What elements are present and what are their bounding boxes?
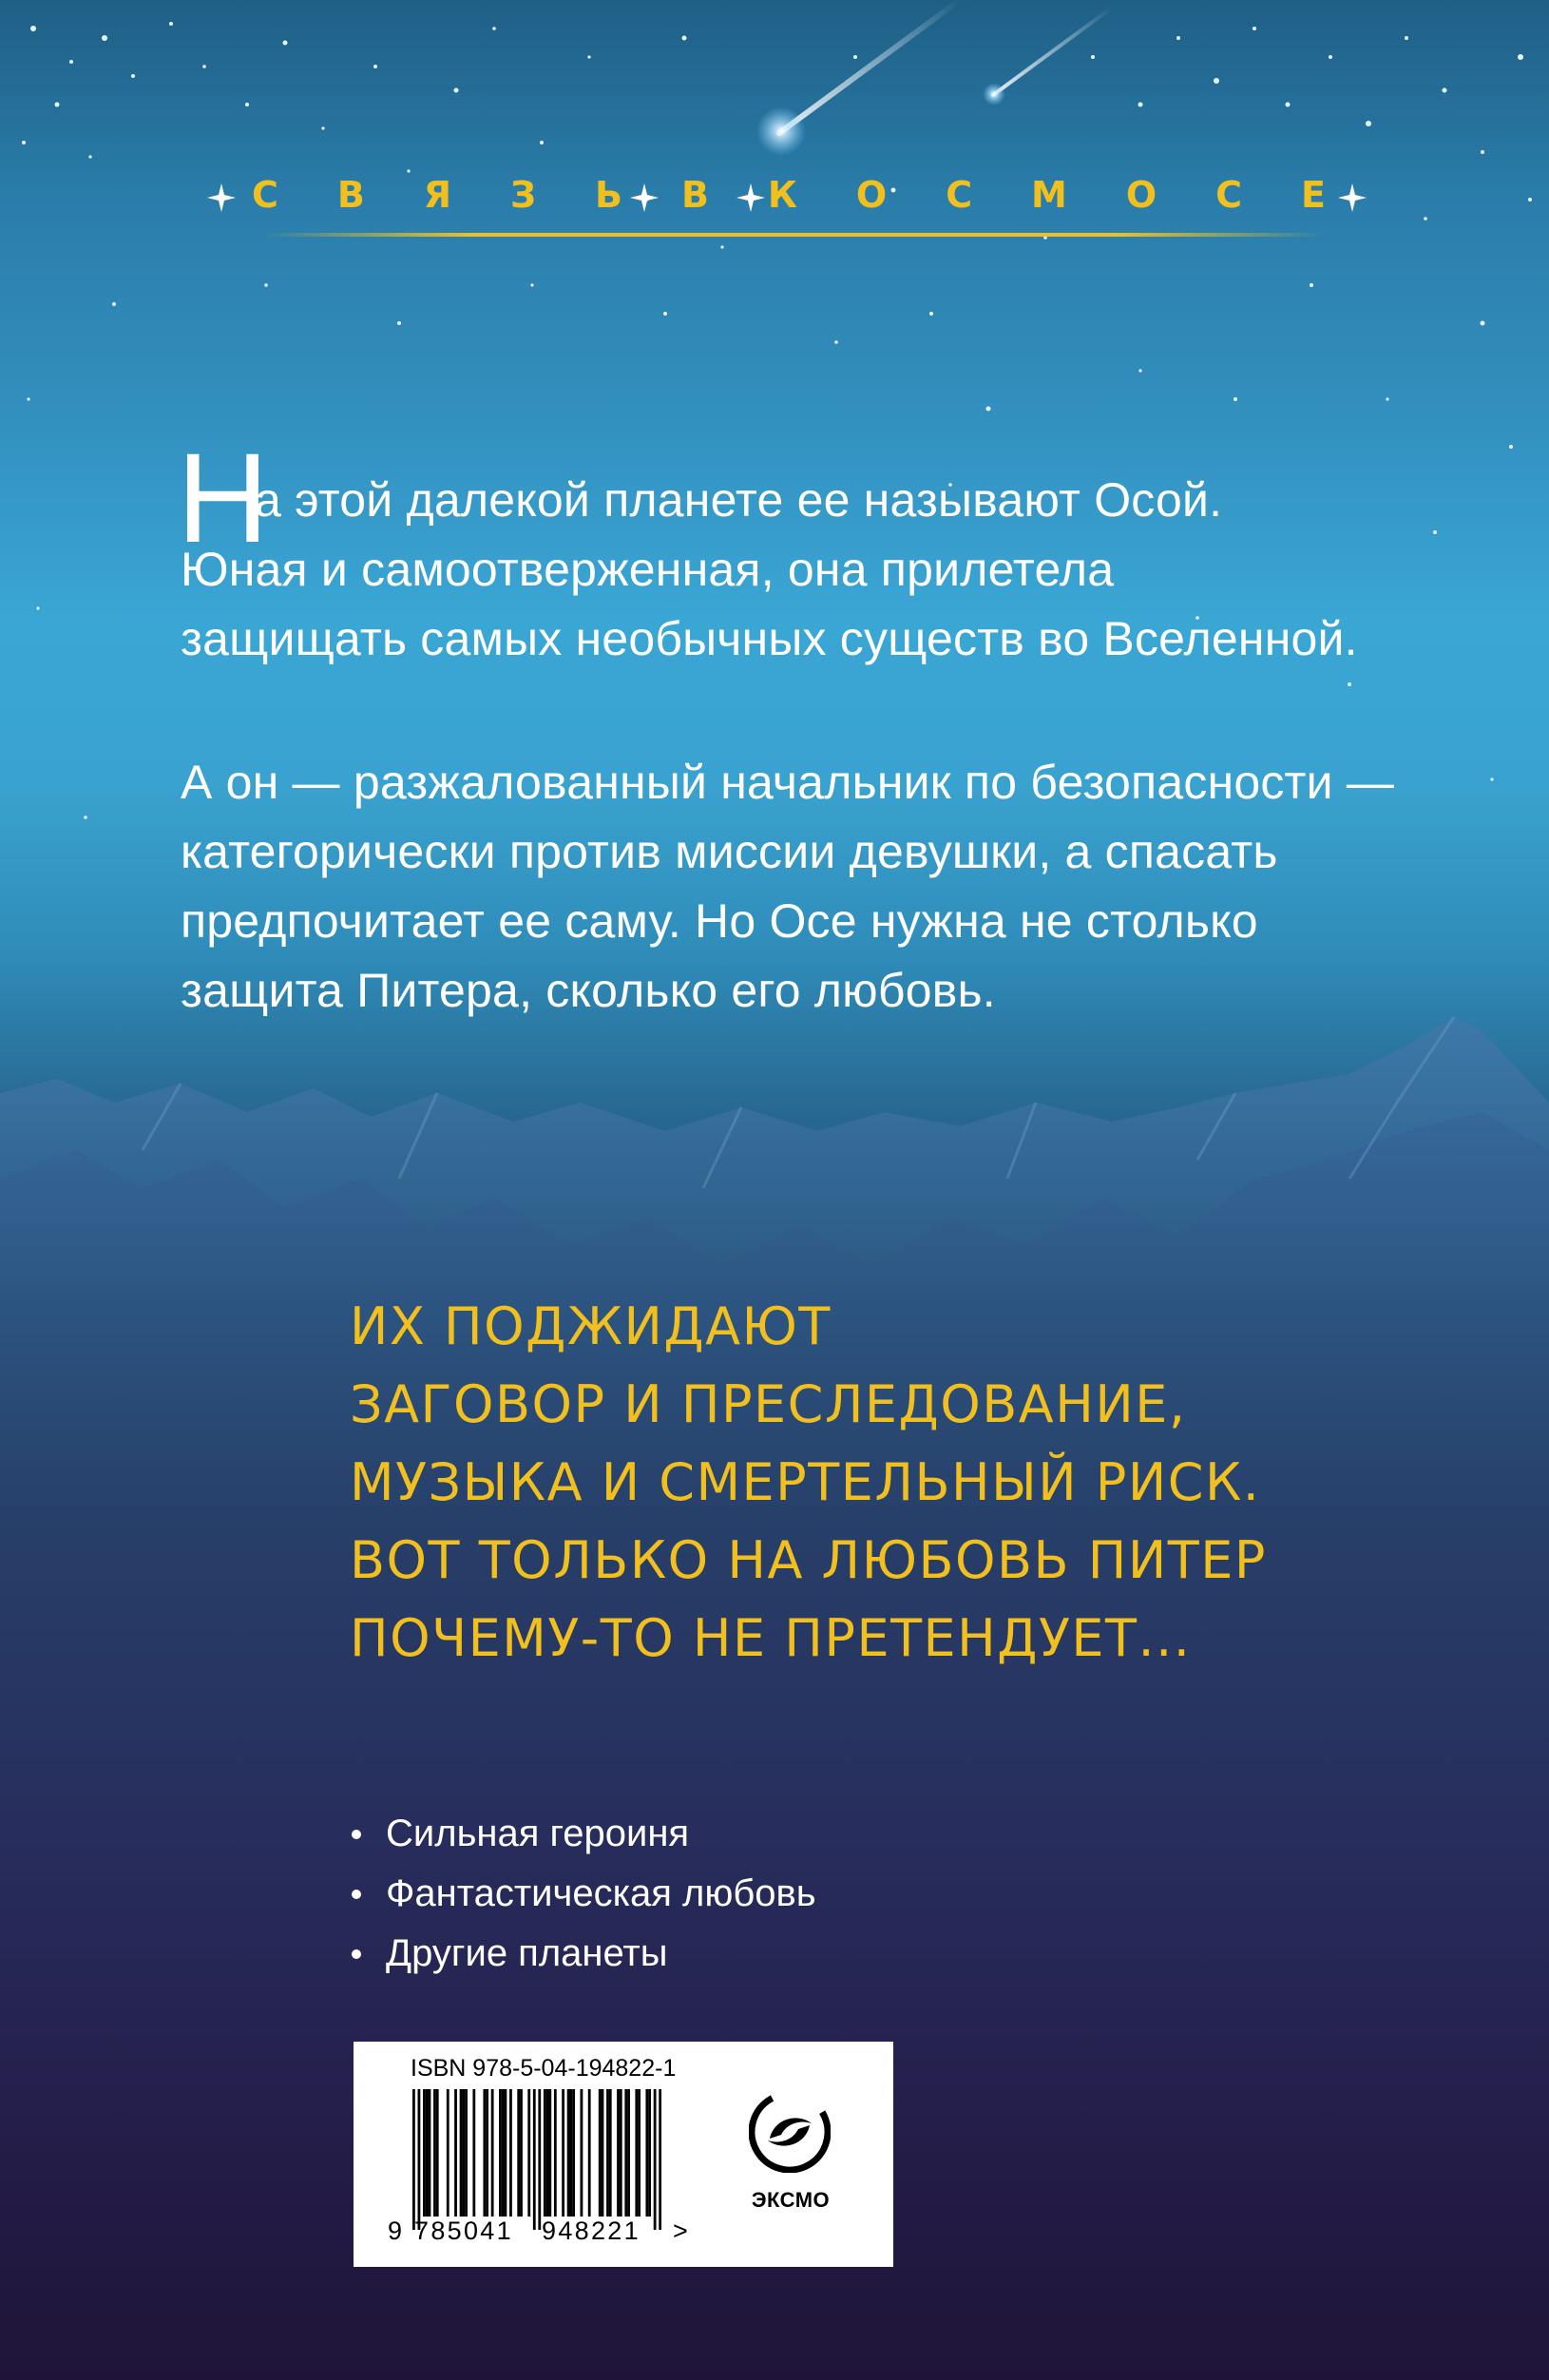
isbn-label: ISBN 978-5-04-194822-1	[411, 2055, 677, 2082]
feature-item: Другие планеты	[352, 1924, 816, 1984]
description-paragraph-2	[181, 748, 1416, 1026]
barcode-bar	[638, 2089, 641, 2217]
sparkle-icon	[1336, 182, 1368, 214]
barcode-bar	[635, 2089, 638, 2217]
series-letter: С	[252, 174, 278, 216]
barcode-bar	[572, 2089, 575, 2217]
barcode-bar	[548, 2089, 551, 2217]
sparkle-icon	[628, 182, 660, 214]
barcode-bar	[423, 2089, 426, 2217]
barcode-digit-group: 948221	[542, 2217, 641, 2245]
series-title	[181, 166, 1397, 233]
series-letter: К	[767, 174, 797, 216]
barcode-bar	[606, 2089, 609, 2217]
barcode-bar	[602, 2089, 604, 2217]
series-letter: М	[1031, 174, 1067, 216]
barcode-digit-lead: 9	[388, 2217, 403, 2245]
barcode-bar	[454, 2089, 457, 2217]
barcode-bar	[624, 2089, 627, 2217]
barcode-digit-tail: >	[673, 2217, 688, 2245]
barcode-digit-group: 785041	[414, 2217, 513, 2245]
barcode-graphic	[412, 2089, 661, 2230]
barcode-bar	[581, 2089, 583, 2217]
feature-item: Сильная героиня	[352, 1804, 816, 1864]
barcode-bar	[509, 2089, 512, 2217]
description-line: защищать самых необычных существ во Вселенной.	[181, 612, 1358, 665]
series-title-text	[252, 166, 1326, 223]
series-letter: С	[946, 174, 973, 216]
barcode-bar	[429, 2089, 431, 2217]
barcode-bar	[599, 2089, 602, 2217]
description-line: категорически против миссии девушки, а спасать	[181, 825, 1278, 878]
barcode-bar	[465, 2089, 468, 2217]
barcode-bar	[588, 2089, 591, 2217]
barcode-panel	[354, 2042, 893, 2267]
barcode-bar	[460, 2089, 463, 2217]
barcode-bar	[502, 2089, 505, 2217]
feature-item: Фантастическая любовь	[352, 1864, 816, 1924]
tagline-line: ЗАГОВОР И ПРЕСЛЕДОВАНИЕ,	[350, 1374, 1187, 1434]
barcode-bar	[627, 2089, 630, 2217]
barcode-bar	[569, 2089, 572, 2217]
barcode-bar	[472, 2089, 475, 2217]
barcode-bar	[544, 2089, 546, 2217]
barcode-bar	[659, 2089, 661, 2230]
description-line: защита Питера, сколько его любовь.	[181, 964, 996, 1017]
barcode-bar	[517, 2089, 520, 2217]
barcode-bar	[538, 2089, 541, 2230]
barcode-bar	[433, 2089, 436, 2217]
tagline	[350, 1288, 1267, 1678]
sparkle-icon	[735, 182, 767, 214]
barcode-bar	[620, 2089, 622, 2217]
series-letter: С	[1215, 174, 1243, 216]
barcode-bar	[567, 2089, 570, 2217]
barcode-bar	[436, 2089, 439, 2217]
barcode-bar	[418, 2089, 421, 2230]
series-letter: О	[1125, 174, 1157, 216]
publisher-name: ЭКСМО	[751, 2188, 831, 2212]
barcode-bar	[527, 2089, 530, 2217]
series-letter: В	[680, 174, 709, 216]
barcode-bar	[462, 2089, 465, 2217]
barcode-bar	[499, 2089, 502, 2217]
feature-list	[352, 1804, 816, 1984]
barcode-bar	[562, 2089, 564, 2217]
barcode-bar	[447, 2089, 449, 2217]
barcode-bar	[412, 2089, 415, 2230]
tagline-line: ПОЧЕМУ-ТО НЕ ПРЕТЕНДУЕТ...	[350, 1608, 1192, 1668]
series-letter: В	[336, 174, 365, 216]
description-line: А он — разжалованный начальник по безопасности —	[181, 756, 1395, 809]
tagline-line: ВОТ ТОЛЬКО НА ЛЮБОВЬ ПИТЕР	[350, 1530, 1267, 1590]
barcode-bar	[654, 2089, 657, 2230]
series-letter: Ь	[595, 174, 622, 216]
barcode-bar	[648, 2089, 651, 2217]
barcode-bar	[554, 2089, 557, 2217]
series-letter: О	[855, 174, 888, 216]
barcode-bar	[505, 2089, 507, 2217]
eksmo-logo-icon	[749, 2091, 831, 2173]
barcode-bar	[645, 2089, 648, 2217]
series-letter: Е	[1300, 174, 1326, 216]
tagline-line: МУЗЫКА И СМЕРТЕЛЬНЫЙ РИСК.	[350, 1452, 1261, 1512]
description-line: Юная и самоотверженная, она прилетела	[181, 543, 1115, 596]
meteor-main	[756, 0, 960, 156]
barcode-bar	[617, 2089, 620, 2217]
barcode-bar	[520, 2089, 523, 2217]
barcode-bar	[546, 2089, 549, 2217]
drop-cap: Н	[177, 428, 269, 569]
barcode-bar	[486, 2089, 488, 2217]
barcode-bar	[491, 2089, 494, 2217]
series-letter: Я	[423, 174, 452, 216]
series-underline	[261, 233, 1326, 237]
description-paragraph-1	[181, 466, 1416, 674]
tagline-line: ИХ ПОДЖИДАЮТ	[350, 1296, 832, 1356]
sparkle-icon	[205, 182, 238, 214]
barcode-bar	[426, 2089, 429, 2217]
barcode-bar	[609, 2089, 612, 2217]
barcode-bar	[533, 2089, 536, 2230]
series-letter: З	[510, 174, 537, 216]
description-line: предпочитает ее саму. Но Осе нужна не столько	[181, 894, 1258, 948]
description-line: а этой далекой планете ее называют Осой.	[255, 473, 1223, 527]
barcode-bar	[483, 2089, 486, 2217]
